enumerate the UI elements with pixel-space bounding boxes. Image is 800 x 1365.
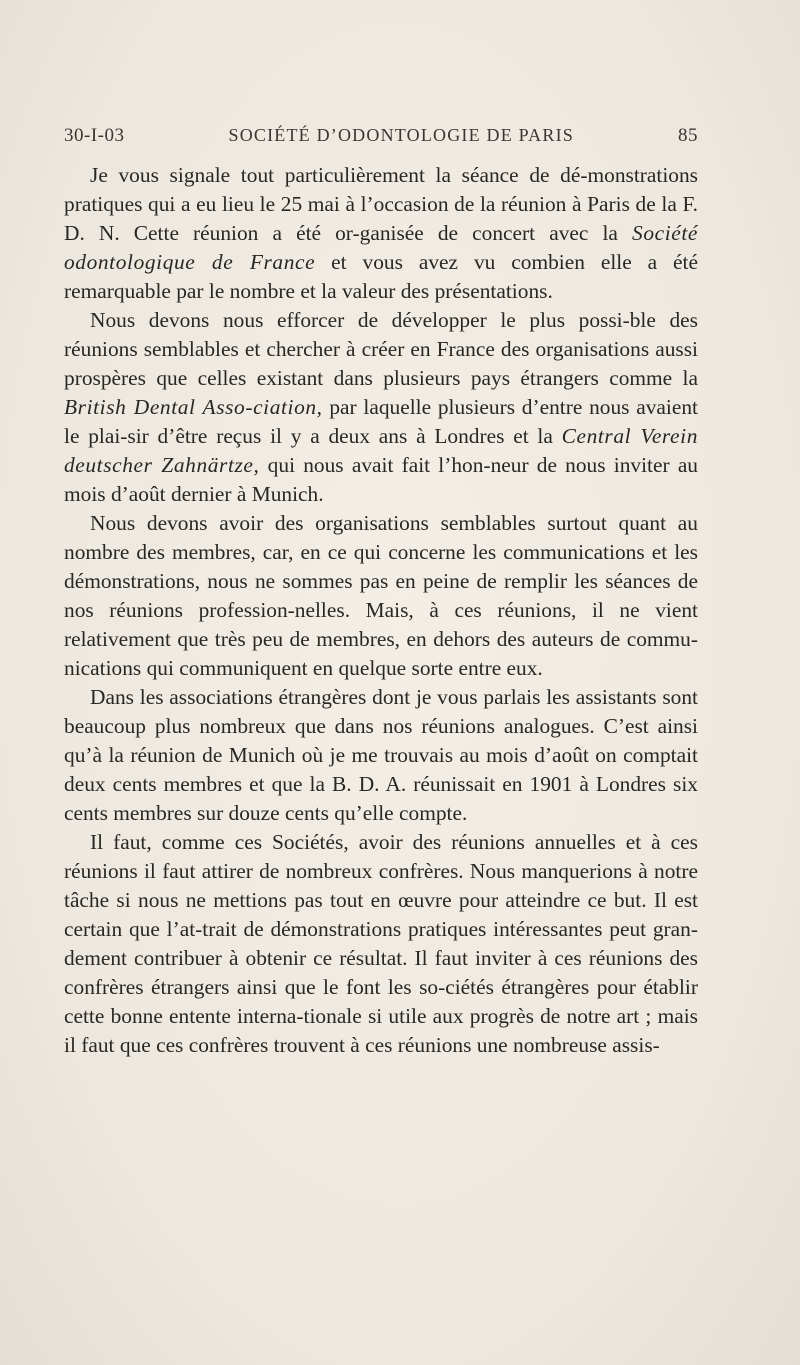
italic-segment: Central Verein deutscher Zahnärtze, [64,424,698,477]
text-segment: Nous devons avoir des organisations semblables surtout quant au nombre des membres, car, en ce qui concerne les communications et les démonstrations, nous ne sommes pas en peine de remplir les séances de nos réunions profession-nelles. Mais, à ces réunions, il ne vient relativement que très peu de membres, en dehors des auteurs de commu-nications qui communiquent en quelque sorte entre eux. [64,511,698,680]
italic-segment: Société odontologique de France [64,221,698,274]
text-segment: Il faut, comme ces Sociétés, avoir des réunions annuelles et à ces réunions il faut attirer de nombreux confrères. Nous manquerions à notre tâche si nous ne mettions pas tout en œuvre pour atteindre ce but. Il est certain que l’at-trait de démonstrations pratiques intéressantes peut gran-dement contribuer à obtenir ce résultat. Il faut inviter à ces réunions des confrères étrangers ainsi que le font les so-ciétés étrangères pour établir cette bonne entente interna-tionale si utile aux progrès de notre art ; mais il faut que ces confrères trouvent à ces réunions une nombreuse assis- [64,830,698,1057]
text-segment: et vous avez vu combien elle a été remarquable par le nombre et la valeur des présentations. [64,250,698,303]
header-date: 30-I-03 [64,125,125,146]
paragraph-5 [64,828,698,1060]
text-segment: Nous devons nous efforcer de développer le plus possi-ble des réunions semblables et chercher à créer en France des organisations aussi prospères que celles existant dans plusieurs pays étrangers comme la [64,308,698,390]
body-text [64,161,698,1060]
text-segment: par laquelle plusieurs d’entre nous avaient le plai-sir d’être reçus il y a deux ans à Londres et la [64,395,698,448]
text-segment: Dans les associations étrangères dont je vous parlais les assistants sont beaucoup plus nombreux que dans nos réunions analogues. C’est ainsi qu’à la réunion de Munich où je me trouvais au mois d’août on comptait deux cents membres et que la B. D. A. réunissait en 1901 à Londres six cents membres sur douze cents qu’elle compte. [64,685,698,825]
paragraph-1 [64,161,698,306]
text-segment: qui nous avait fait l’hon-neur de nous inviter au mois d’août dernier à Munich. [64,453,699,506]
paragraph-2 [64,306,698,509]
text-segment: Je vous signale tout particulièrement la séance de dé-monstrations pratiques qui a eu lieu le 25 mai à l’occasion de la réunion à Paris de la F. D. N. Cette réunion a été or-ganisée de concert avec la [64,163,698,245]
page-number: 85 [677,125,698,146]
italic-segment: British Dental Asso-ciation, [64,395,323,419]
paragraph-4 [64,683,698,828]
paragraph-3 [64,509,698,683]
header-title: SOCIÉTÉ D’ODONTOLOGIE DE PARIS [228,125,574,145]
running-header [64,125,698,147]
